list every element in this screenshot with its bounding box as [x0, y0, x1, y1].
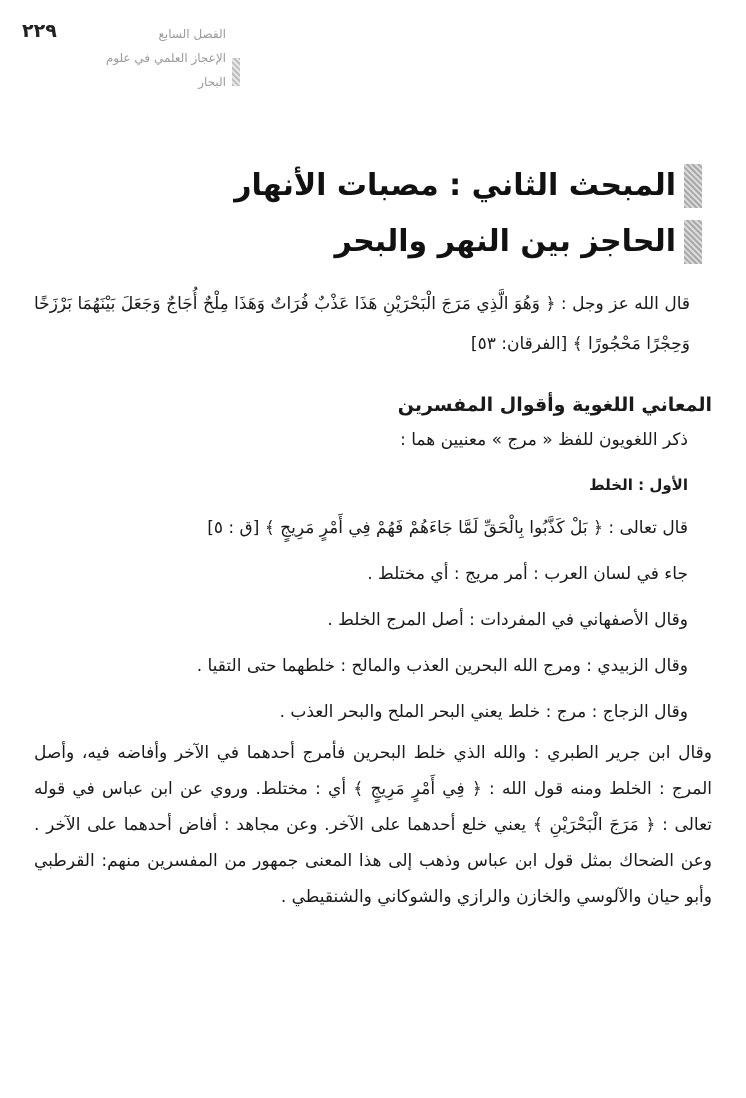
- verse-intro: قال الله عز وجل : ﴿ وَهُوَ الَّذِي مَرَجَ الْبَحْرَيْنِ هَذَا عَذْبٌ فُرَاتٌ وَهَذَا مِلْحٌ أُجَاجٌ وَجَعَلَ بَيْنَهُمَا بَرْزَخًا وَحِجْرًا مَحْجُورًا ﴾ [الفرقان: ٥٣]: [34, 294, 690, 354]
- list-item: وقال الزبيدي : ومرج الله البحرين العذب والمالح : خلطهما حتى التقيا .: [196, 656, 688, 676]
- list-item: وقال الأصفهاني في المفردات : أصل المرج الخلط .: [327, 610, 688, 630]
- page-number: ٢٢٩: [22, 20, 57, 42]
- section-title-line-1: المبحث الثاني : مصبات الأنهار: [302, 158, 702, 214]
- running-header-chapter: الفصل السابع: [158, 27, 226, 41]
- section-title-line-2: الحاجز بين النهر والبحر: [302, 214, 702, 270]
- list-item: وقال الزجاج : مرج : خلط يعني البحر الملح والبحر العذب .: [279, 702, 688, 722]
- list-item: قال تعالى : ﴿ بَلْ كَذَّبُوا بِالْحَقِّ لَمَّا جَاءَهُمْ فَهُمْ فِي أَمْرٍ مَرِيجٍ ﴾ [ق : ٥]: [207, 518, 688, 538]
- running-header: [86, 22, 226, 94]
- page-body: [34, 284, 712, 915]
- list-item: جاء في لسان العرب : أمر مريج : أي مختلط .: [367, 564, 688, 584]
- first-meaning-heading: الأول : الخلط: [589, 476, 688, 494]
- running-header-bar-ornament: [232, 58, 240, 86]
- section-title: [234, 158, 702, 270]
- tabari-paragraph: وقال ابن جرير الطبري : والله الذي خلط البحرين فأمرج أحدهما في الآخر وأفاضه فيه، وأصل المرج : الخلط ومنه قول الله : ﴿ فِي أَمْرٍ مَرِيجٍ ﴾ أي : مختلط. وروي عن ابن عباس في قوله تعالى : ﴿ مَرَجَ الْبَحْرَيْنِ ﴾ يعني خلع أحدهما على الآخر. وعن مجاهد : أفاض أحدهما على الآخر . وعن الضحاك بمثل قول ابن عباس وذهب إلى هذا المعنى جمهور من المفسرين منهم: القرطبي وأبو حيان والآلوسي والخازن والرازي والشوكاني والشنقيطي .: [34, 743, 712, 907]
- meanings-heading: المعاني اللغوية وأقوال المفسرين: [397, 394, 712, 416]
- meanings-intro: ذكر اللغويون للفظ « مرج » معنيين هما :: [400, 430, 688, 450]
- running-header-subtitle: الإعجاز العلمي في علوم البحار: [105, 51, 226, 89]
